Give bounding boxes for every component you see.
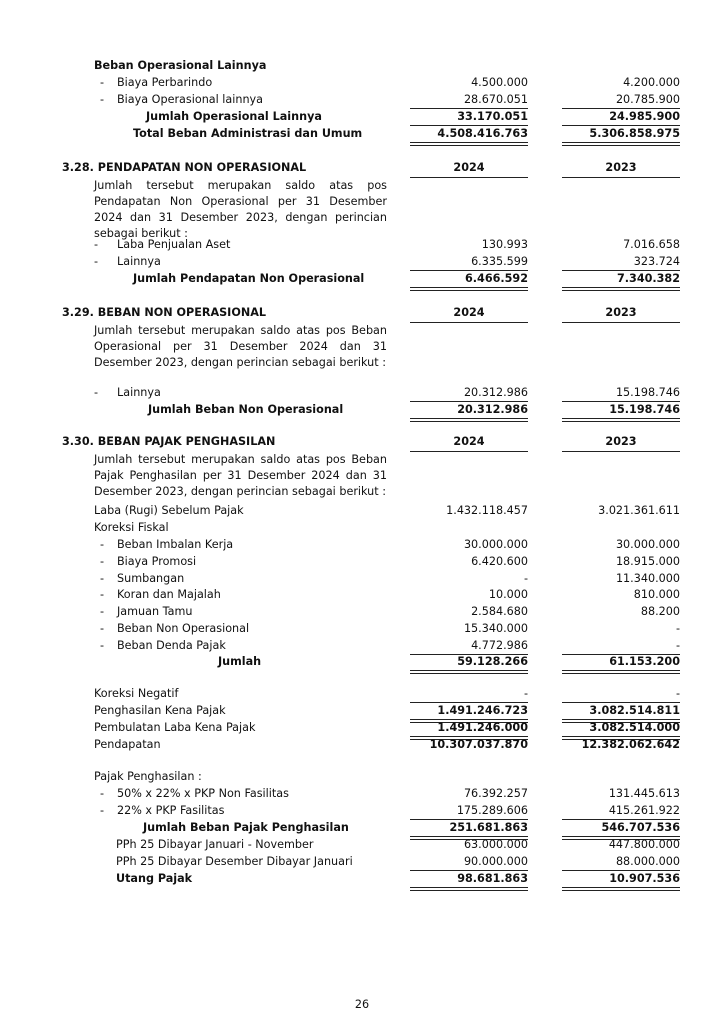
year-header-2023: 2023 xyxy=(605,161,637,174)
double-underline xyxy=(410,287,528,291)
row-label: Biaya Promosi xyxy=(117,555,197,568)
underline xyxy=(410,870,528,871)
year-header-2023: 2023 xyxy=(605,306,637,319)
row-label: Pajak Penghasilan : xyxy=(94,770,202,783)
value-2023: 3.021.361.611 xyxy=(598,504,680,517)
table-row xyxy=(0,606,724,622)
bullet: - xyxy=(100,804,105,817)
grand-total-label: Total Beban Administrasi dan Umum xyxy=(133,127,363,140)
total-2024: 20.312.986 xyxy=(457,403,528,416)
row-label: Lainnya xyxy=(117,386,161,399)
value-2024: 90.000.000 xyxy=(463,855,528,868)
row-label: Penghasilan Kena Pajak xyxy=(94,704,226,717)
table-row xyxy=(0,77,724,93)
double-underline xyxy=(562,887,680,891)
table-row xyxy=(0,839,724,855)
row-label: Beban Denda Pajak xyxy=(117,639,226,652)
value-2024: 20.312.986 xyxy=(463,386,528,399)
table-row xyxy=(0,573,724,589)
value-2023: 810.000 xyxy=(633,588,680,601)
underline xyxy=(562,819,680,820)
value-2024: 10.307.037.870 xyxy=(429,738,528,751)
value-2024: 175.289.606 xyxy=(456,804,528,817)
value-2023: 323.724 xyxy=(633,255,680,268)
value-2024: 4.772.986 xyxy=(471,639,528,652)
bullet: - xyxy=(100,588,105,601)
value-2024: 76.392.257 xyxy=(463,787,528,800)
bol-title-row xyxy=(0,60,724,76)
double-underline xyxy=(562,287,680,291)
row-label: Koreksi Negatif xyxy=(94,687,179,700)
underline xyxy=(562,870,680,871)
table-row xyxy=(0,739,724,755)
row-label: Biaya Perbarindo xyxy=(117,76,213,89)
value-2024: 2.584.680 xyxy=(471,605,528,618)
value-2024: 130.993 xyxy=(481,238,528,251)
value-2024: 28.670.051 xyxy=(463,93,528,106)
total-2023: 24.985.900 xyxy=(609,110,680,123)
total-label: Utang Pajak xyxy=(116,872,193,885)
value-2023: 447.800.000 xyxy=(608,838,680,851)
table-row xyxy=(0,556,724,572)
bullet: - xyxy=(100,76,105,89)
year-header-2024: 2024 xyxy=(453,306,485,319)
row-label: Jamuan Tamu xyxy=(117,605,193,618)
double-underline xyxy=(562,670,680,674)
total-label: Jumlah Pendapatan Non Operasional xyxy=(133,272,365,285)
row-label: Pembulatan Laba Kena Pajak xyxy=(94,721,256,734)
underline xyxy=(562,125,680,126)
total-2023: 546.707.536 xyxy=(601,821,680,834)
table-row xyxy=(0,788,724,804)
value-2024: - xyxy=(523,687,528,700)
row-label: PPh 25 Dibayar Desember Dibayar Januari xyxy=(116,855,353,868)
double-underline xyxy=(410,418,528,422)
bullet: - xyxy=(100,555,105,568)
total-label: Jumlah Beban Pajak Penghasilan xyxy=(143,821,349,834)
table-row xyxy=(0,505,724,521)
underline xyxy=(562,108,680,109)
section-title-328: 3.28. PENDAPATAN NON OPERASIONAL xyxy=(62,161,307,174)
double-underline xyxy=(410,670,528,674)
value-2023: - xyxy=(675,639,680,652)
row-label: Koran dan Majalah xyxy=(117,588,221,601)
table-row xyxy=(0,522,724,538)
value-2024: 6.335.599 xyxy=(471,255,528,268)
total-2023: 15.198.746 xyxy=(609,403,680,416)
total-label: Jumlah Operasional Lainnya xyxy=(146,110,322,123)
value-2023: 15.198.746 xyxy=(615,386,680,399)
value-2024: 30.000.000 xyxy=(463,538,528,551)
underline xyxy=(562,401,680,402)
total-2023: 7.340.382 xyxy=(617,272,680,285)
section-title-329: 3.29. BEBAN NON OPERASIONAL xyxy=(62,306,266,319)
bullet: - xyxy=(100,787,105,800)
value-2023: 7.016.658 xyxy=(623,238,680,251)
underline xyxy=(410,108,528,109)
total-2024: 33.170.051 xyxy=(457,110,528,123)
underline xyxy=(562,270,680,271)
row-label: Pendapatan xyxy=(94,738,161,751)
value-2023: 30.000.000 xyxy=(615,538,680,551)
value-2023: - xyxy=(675,687,680,700)
double-underline xyxy=(562,142,680,146)
row-label: Beban Imbalan Kerja xyxy=(117,538,234,551)
underline xyxy=(410,270,528,271)
value-2024: 1.491.246.723 xyxy=(437,704,528,717)
double-underline xyxy=(562,418,680,422)
table-row xyxy=(0,771,724,787)
total-2024: 251.681.863 xyxy=(449,821,528,834)
row-label: 50% x 22% x PKP Non Fasilitas xyxy=(117,787,289,800)
total-2024: 98.681.863 xyxy=(457,872,528,885)
row-label: PPh 25 Dibayar Januari - November xyxy=(116,838,314,851)
underline xyxy=(410,702,528,703)
value-2024: 1.432.118.457 xyxy=(446,504,528,517)
total-label: Jumlah Beban Non Operasional xyxy=(148,403,344,416)
underline xyxy=(410,451,528,452)
bullet: - xyxy=(100,639,105,652)
value-2023: 3.082.514.000 xyxy=(589,721,680,734)
bullet: - xyxy=(94,386,99,399)
total-2024: 6.466.592 xyxy=(465,272,528,285)
row-label: 22% x PKP Fasilitas xyxy=(117,804,225,817)
row-label: Koreksi Fiskal xyxy=(94,521,169,534)
value-2023: 3.082.514.811 xyxy=(589,704,680,717)
bullet: - xyxy=(100,93,105,106)
underline xyxy=(410,401,528,402)
row-label: Laba (Rugi) Sebelum Pajak xyxy=(94,504,244,517)
total-2024: 59.128.266 xyxy=(457,655,528,668)
table-row xyxy=(0,539,724,555)
bullet: - xyxy=(100,605,105,618)
double-underline xyxy=(410,887,528,891)
row-label: Laba Penjualan Aset xyxy=(117,238,231,251)
value-2024: 6.420.600 xyxy=(471,555,528,568)
value-2023: 88.000.000 xyxy=(615,855,680,868)
value-2023: 88.200 xyxy=(640,605,680,618)
bullet: - xyxy=(94,255,99,268)
total-label: Jumlah xyxy=(218,655,262,668)
year-header-2023: 2023 xyxy=(605,435,637,448)
value-2023: 415.261.922 xyxy=(608,804,680,817)
bullet: - xyxy=(100,572,105,585)
grand-total-2023: 5.306.858.975 xyxy=(589,127,680,140)
underline xyxy=(562,177,680,178)
value-2023: - xyxy=(675,622,680,635)
underline xyxy=(562,702,680,703)
section-paragraph: Jumlah tersebut merupakan saldo atas pos Beban Pajak Penghasilan per 31 Desember 2024 dan 31 Desember 2023, dengan perincian sebagai berikut : xyxy=(94,453,387,498)
value-2023: 131.445.613 xyxy=(608,787,680,800)
total-2023: 10.907.536 xyxy=(609,872,680,885)
bullet: - xyxy=(100,538,105,551)
value-2024: 15.340.000 xyxy=(463,622,528,635)
bullet: - xyxy=(94,238,99,251)
double-underline xyxy=(410,142,528,146)
underline xyxy=(562,451,680,452)
grand-total-2024: 4.508.416.763 xyxy=(437,127,528,140)
underline xyxy=(410,819,528,820)
underline xyxy=(410,177,528,178)
table-row xyxy=(0,623,724,639)
row-label: Biaya Operasional lainnya xyxy=(117,93,264,106)
total-2023: 61.153.200 xyxy=(609,655,680,668)
underline xyxy=(562,322,680,323)
section-paragraph: Jumlah tersebut merupakan saldo atas pos Pendapatan Non Operasional per 31 Desember 2024 dan 31 Desember 2023, dengan perincian sebagai berikut : xyxy=(94,179,387,240)
bullet: - xyxy=(100,622,105,635)
value-2023: 12.382.062.642 xyxy=(581,738,680,751)
year-header-2024: 2024 xyxy=(453,435,485,448)
value-2024: 4.500.000 xyxy=(471,76,528,89)
value-2024: 1.491.246.000 xyxy=(437,721,528,734)
row-label: Sumbangan xyxy=(117,572,185,585)
value-2024: 63.000.000 xyxy=(463,838,528,851)
underline xyxy=(410,322,528,323)
table-row xyxy=(0,239,724,255)
value-2023: 20.785.900 xyxy=(615,93,680,106)
value-2023: 18.915.000 xyxy=(615,555,680,568)
value-2024: - xyxy=(523,572,528,585)
year-header-2024: 2024 xyxy=(453,161,485,174)
row-label: Lainnya xyxy=(117,255,161,268)
underline xyxy=(410,125,528,126)
table-row xyxy=(0,589,724,605)
value-2024: 10.000 xyxy=(488,588,528,601)
value-2023: 11.340.000 xyxy=(615,572,680,585)
page-number: 26 xyxy=(354,998,370,1011)
row-label: Beban Non Operasional xyxy=(117,622,250,635)
section-title-330: 3.30. BEBAN PAJAK PENGHASILAN xyxy=(62,435,276,448)
bol-title: Beban Operasional Lainnya xyxy=(94,59,267,72)
value-2023: 4.200.000 xyxy=(623,76,680,89)
section-paragraph: Jumlah tersebut merupakan saldo atas pos Beban Operasional per 31 Desember 2024 dan 31 Desember 2023, dengan perincian sebagai berikut : xyxy=(94,324,387,369)
